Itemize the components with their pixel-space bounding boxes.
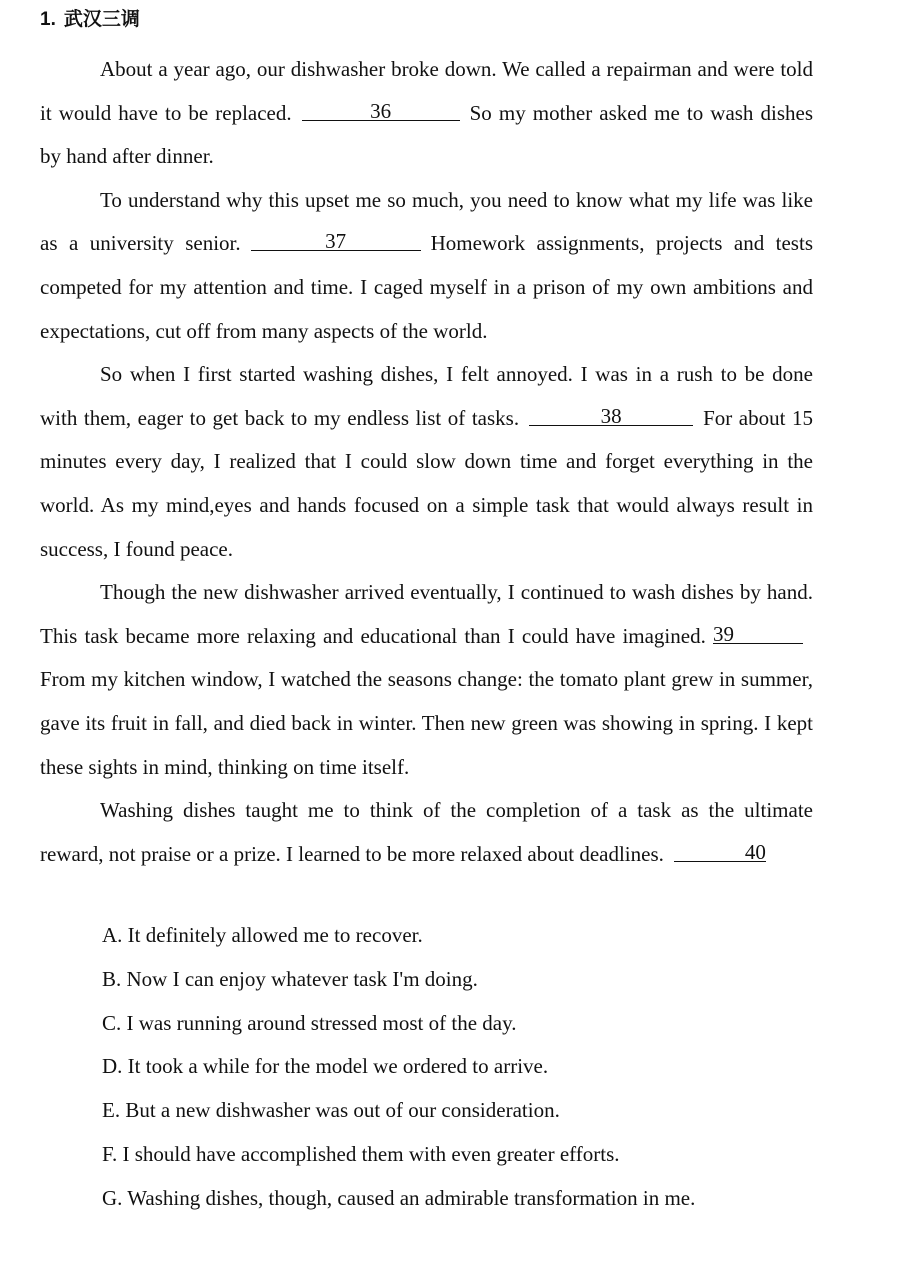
question-title xyxy=(40,6,813,34)
paragraph-2 xyxy=(40,179,813,353)
paragraph-1-text-b: So my mother asked me to wash dishes by hand after dinner. xyxy=(40,100,813,169)
paragraph-2-text-a: To understand why this upset me so much, you need to know what my life was like as a university senior. xyxy=(40,187,813,256)
paragraph-5 xyxy=(40,789,813,876)
question-number: 1. xyxy=(40,9,56,30)
paragraph-1 xyxy=(40,48,813,179)
paragraph-4-text-b: From my kitchen window, I watched the seasons change: the tomato plant grew in summer, gave its fruit in fall, and died back in winter. Then new green was showing in spring. I kept these sights in mind, thinking on time itself. xyxy=(40,667,813,779)
paragraph-3-text-b: For about 15 minutes every day, I realized that I could slow down time and forget everything in the world. As my mind,eyes and hands focused on a simple task that would always result in success, I found peace. xyxy=(40,405,813,561)
paragraph-3-text-a: So when I first started washing dishes, I felt annoyed. I was in a rush to be done with them, eager to get back to my endless list of tasks. xyxy=(40,362,813,430)
paragraph-2-text-b: Homework assignments, projects and tests competed for my attention and time. I caged myself in a prison of my own ambitions and expectations, cut off from many aspects of the world. xyxy=(40,231,813,343)
paragraph-1-text-a: About a year ago, our dishwasher broke down. We called a repairman and were told it would have to be replaced. xyxy=(40,57,813,125)
paragraph-5-text-a: Washing dishes taught me to think of the completion of a task as the ultimate reward, not praise or a prize. I learned to be more relaxed about deadlines. xyxy=(40,798,813,866)
paragraph-4-text-a: Though the new dishwasher arrived eventually, I continued to wash dishes by hand. This task became more relaxing and educational than I could have imagined. xyxy=(40,580,813,648)
blank-39[interactable]: 39 xyxy=(713,625,803,644)
answer-options xyxy=(102,914,862,1221)
blank-36[interactable]: 36 xyxy=(302,102,460,121)
paragraph-3 xyxy=(40,353,813,571)
document-page xyxy=(40,6,813,876)
blank-37[interactable]: 37 xyxy=(251,232,421,251)
option-g[interactable]: G. Washing dishes, though, caused an admirable transformation in me. xyxy=(102,1185,696,1210)
option-e[interactable]: E. But a new dishwasher was out of our consideration. xyxy=(102,1098,560,1123)
option-f[interactable]: F. I should have accomplished them with even greater efforts. xyxy=(102,1141,620,1166)
option-b[interactable]: B. Now I can enjoy whatever task I'm doing. xyxy=(102,966,478,991)
blank-38[interactable]: 38 xyxy=(529,407,693,426)
option-a[interactable]: A. It definitely allowed me to recover. xyxy=(102,923,423,947)
option-d[interactable]: D. It took a while for the model we ordered to arrive. xyxy=(102,1054,549,1079)
paragraph-4 xyxy=(40,571,813,789)
option-c[interactable]: C. I was running around stressed most of the day. xyxy=(102,1010,517,1035)
question-source: 武汉三调 xyxy=(63,9,140,30)
blank-40[interactable]: 40 xyxy=(674,843,766,862)
